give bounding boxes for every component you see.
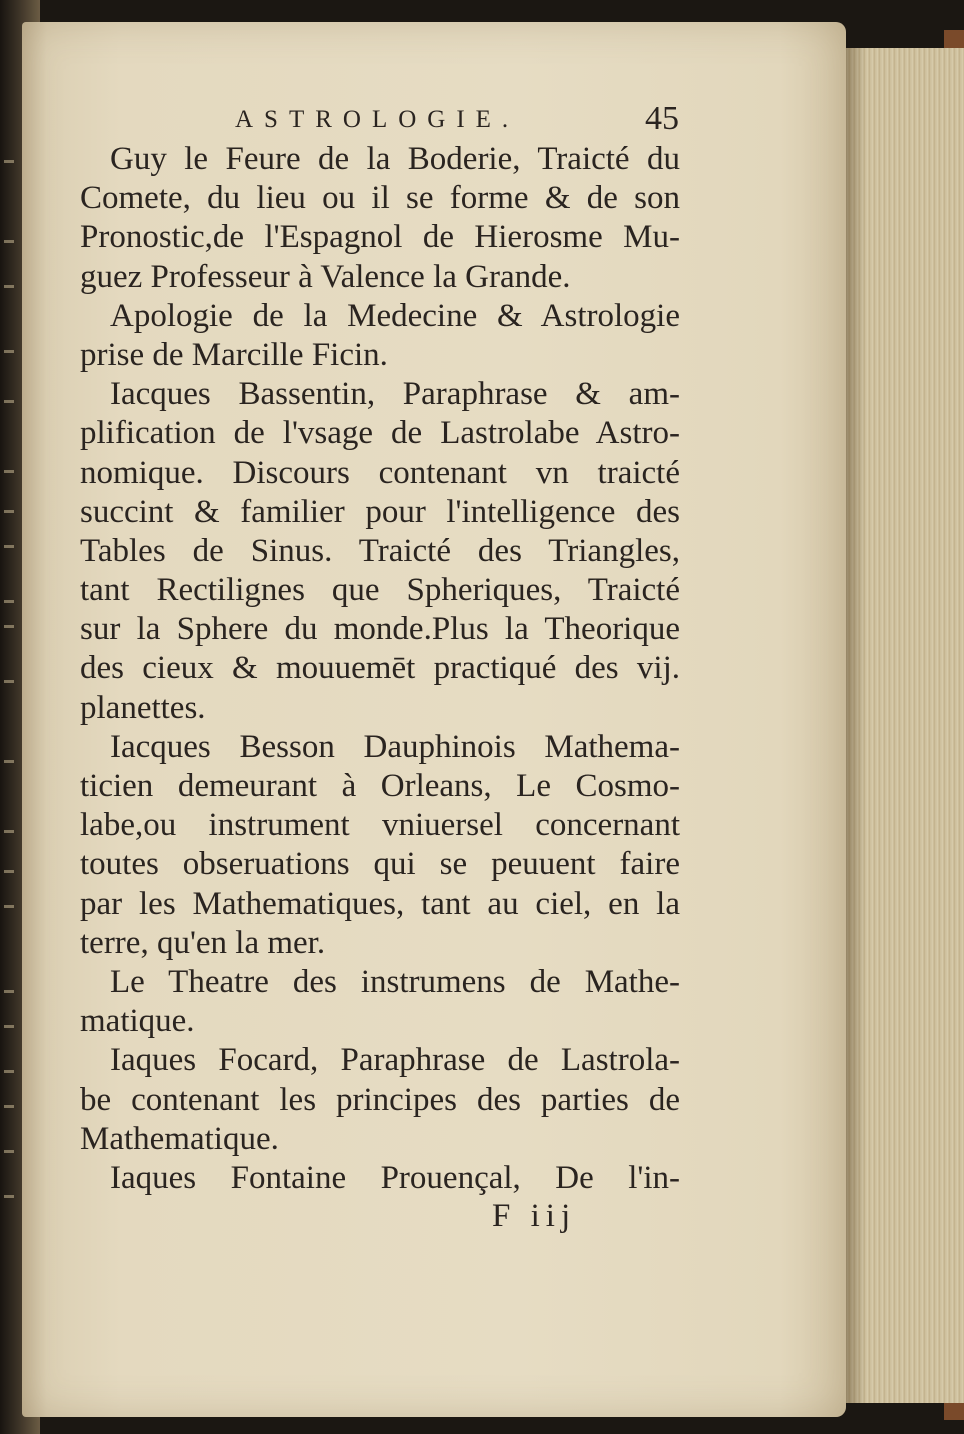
page-header bbox=[80, 100, 680, 140]
edge-mark bbox=[4, 285, 14, 288]
edge-mark bbox=[4, 1025, 14, 1028]
text-line: guez Professeur à Valence la Grande. bbox=[80, 258, 571, 295]
text-line: Tables de Sinus. Traicté des Triangles, bbox=[80, 532, 680, 569]
signature-mark: F iij bbox=[492, 1198, 577, 1235]
edge-mark bbox=[4, 160, 14, 163]
edge-mark bbox=[4, 625, 14, 628]
text-line: Iaques Focard, Paraphrase de Lastrola- bbox=[110, 1042, 680, 1079]
edge-mark bbox=[4, 680, 14, 683]
edge-mark bbox=[4, 905, 14, 908]
text-line: prise de Marcille Ficin. bbox=[80, 336, 388, 373]
page-shadow bbox=[846, 48, 866, 1403]
text-line: Le Theatre des instrumens de Mathe- bbox=[110, 963, 680, 1000]
text-line: planettes. bbox=[80, 689, 206, 726]
text-line: Pronostic,de l'Espagnol de Hierosme Mu- bbox=[80, 219, 680, 256]
running-head: ASTROLOGIE. bbox=[235, 106, 520, 133]
text-line: labe,ou instrument vniuersel concernant bbox=[80, 807, 680, 844]
edge-mark bbox=[4, 830, 14, 833]
edge-mark bbox=[4, 240, 14, 243]
edge-mark bbox=[4, 1105, 14, 1108]
page-footer bbox=[80, 1198, 680, 1248]
text-line: Iacques Bassentin, Paraphrase & am- bbox=[110, 376, 680, 413]
text-line: tant Rectilignes que Spheriques, Traicté bbox=[80, 572, 680, 609]
text-line: be contenant les principes des parties de bbox=[80, 1081, 680, 1118]
edge-mark bbox=[4, 470, 14, 473]
edge-mark bbox=[4, 990, 14, 993]
text-line: Guy le Feure de la Boderie, Traicté du bbox=[110, 141, 680, 177]
edge-mark bbox=[4, 1195, 14, 1198]
edge-mark bbox=[4, 545, 14, 548]
text-line: succint & familier pour l'intelligence des bbox=[80, 493, 680, 530]
text-line: Comete, du lieu ou il se forme & de son bbox=[80, 180, 680, 217]
text-line: matique. bbox=[80, 1003, 195, 1040]
text-line: par les Mathematiques, tant au ciel, en la bbox=[80, 885, 680, 922]
edge-mark bbox=[4, 600, 14, 603]
text-line: Iaques Fontaine Prouençal, De l'in- bbox=[110, 1159, 680, 1196]
text-line: Iacques Besson Dauphinois Mathema- bbox=[110, 728, 680, 765]
text-line: terre, qu'en la mer. bbox=[80, 924, 326, 961]
edge-mark bbox=[4, 400, 14, 403]
text-line: nomique. Discours contenant vn traicté bbox=[80, 454, 680, 491]
page-number: 45 bbox=[645, 100, 679, 137]
text-line: plification de l'vsage de Lastrolabe Astro- bbox=[80, 415, 680, 452]
edge-mark bbox=[4, 350, 14, 353]
text-line: ticien demeurant à Orleans, Le Cosmo- bbox=[80, 768, 680, 804]
text-block bbox=[80, 100, 680, 1248]
text-line: toutes obseruations qui se peuuent faire bbox=[80, 846, 680, 883]
edge-mark bbox=[4, 1150, 14, 1153]
text-line: des cieux & mouuemēt practiqué des vij. bbox=[80, 650, 680, 687]
body-text bbox=[80, 140, 680, 1198]
text-line: Mathematique. bbox=[80, 1120, 279, 1157]
edge-mark bbox=[4, 510, 14, 513]
edge-mark bbox=[4, 870, 14, 873]
edge-mark bbox=[4, 760, 14, 763]
edge-mark bbox=[4, 1070, 14, 1073]
text-line: Apologie de la Medecine & Astrologie bbox=[110, 297, 680, 334]
text-line: sur la Sphere du monde.Plus la Theorique bbox=[80, 611, 680, 648]
